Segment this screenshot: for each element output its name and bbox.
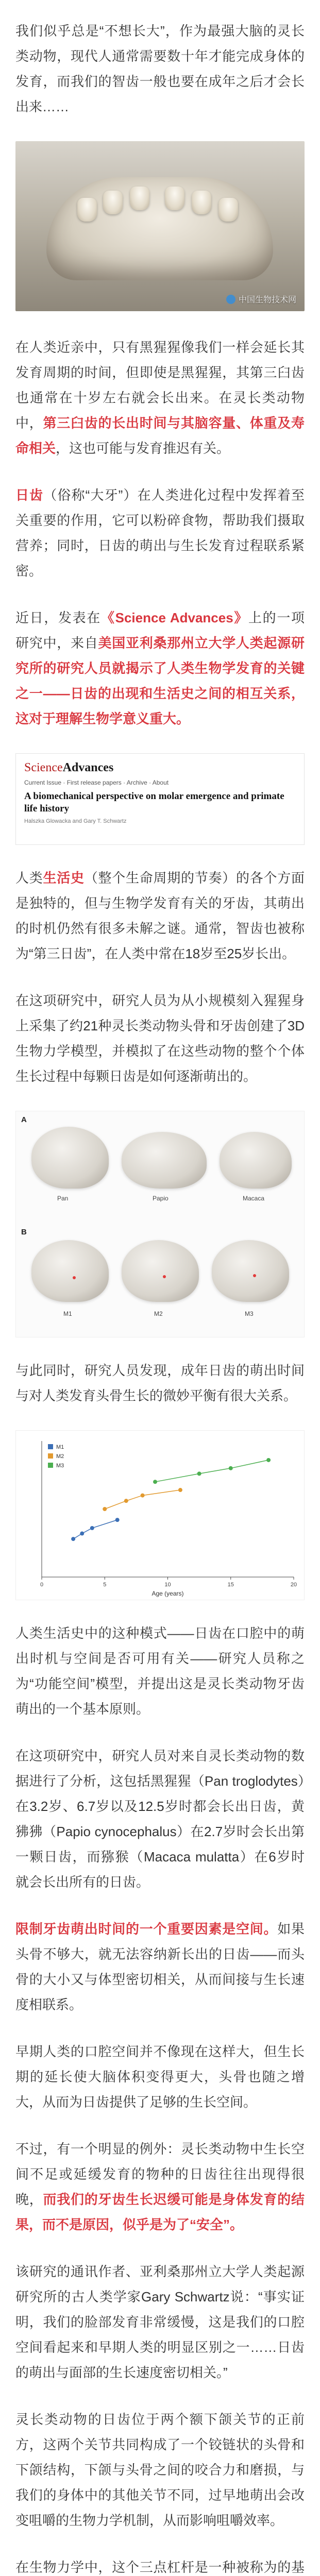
series-line-m2 [105,1490,180,1509]
paragraph-3-keyword: 日齿 [15,487,44,503]
science-advances-header-image [15,753,305,845]
data-point-m2 [124,1499,128,1503]
paragraph-12-text: 不过，有一个明显的例外：灵长类动物中生长空间不足或延缓发育的物种的日齿往往出现得很晚， [15,2141,305,2207]
stage-label-m2: M2 [154,1310,163,1317]
skull-macaca [220,1132,292,1189]
legend-swatch-m1 [48,1444,53,1449]
molar-tooth [165,187,184,210]
x-axis-label: Age (years) [151,1590,184,1597]
paragraph-2-text-b: ，这也可能与发育推迟有关。 [56,440,230,456]
skull-papio [122,1132,207,1189]
chart-marks [48,1444,271,1541]
paragraph-9: 在这项研究中，研究人员对来自灵长类动物的数据进行了分析，这包括黑猩猩（Pan troglodytes）在3.2岁、6.7岁以及12.5岁时都会长出日齿，黄狒狒（Papio cynocephalus）在2.7岁时会长出第一颗日齿，而猕猴（Macaca mulatta）在6岁时就会长出所有的日齿。 [15,1748,305,1890]
data-point-m3 [153,1480,157,1484]
molar-marker [253,1274,256,1277]
science-advances-logo [24,761,296,775]
paragraph-4-text-b: 上的一项研究中，来自 [15,610,305,651]
paragraph-4-highlight: 美国亚利桑那州立大学人类起源研究所的研究人员就揭示了人类生物学发育的关键之一——日齿的出现和生活史之间的相互关系，这对于理解生物学意义重大。 [15,635,305,726]
data-point-m3 [229,1466,233,1470]
paragraph-10-text: 如果头骨不够大，就无法容纳新长出的日齿——而头骨的大小又与体型密切相关，从而间接与生长速度相联系。 [15,1921,305,2012]
molar-marker [163,1275,166,1278]
paragraph-3 [15,483,305,584]
paragraph-10 [15,1917,305,2018]
data-point-m1 [71,1537,75,1541]
molar-tooth [77,198,97,222]
skull-pan [31,1127,109,1189]
data-point-m3 [197,1471,201,1476]
logo-part-a: Science [24,761,63,774]
chart-svg [16,1431,304,1600]
skull-stage-3 [212,1240,289,1302]
paragraph-2-highlight: 第三臼齿的长出时间与其脑容量、体重及寿命相关 [15,415,305,456]
x-tick-label: 5 [103,1582,107,1588]
series-line-m1 [73,1520,117,1539]
data-point-m1 [80,1532,84,1536]
paragraph-4 [15,605,305,732]
data-point-m2 [178,1488,182,1492]
paragraph-13: 该研究的通讯作者、亚利桑那州立大学人类起源研究所的古人类学家Gary Schwartz说：“事实证明，我们的脸部发育非常缓慢，这是我们的口腔空间看起来和早期人类的明显区别之一……日齿的萌出与面部的生长速度密切相关。” [15,2264,305,2380]
paragraph-5-keyword: 生活史 [43,870,85,886]
paragraph-12 [15,2137,305,2238]
paragraph-5 [15,866,305,967]
paragraph-11: 早期人类的口腔空间并不像现在这样大，但生长期的延长使大脑体积变得更大，头骨也随之增大，从而为日齿提供了足够的生长空间。 [15,2044,305,2110]
paragraph-7: 与此同时，研究人员发现，成年日齿的萌出时间与对人类发育头骨生长的微妙平衡有很大关系。 [15,1363,305,1403]
data-point-m1 [115,1518,120,1522]
skull-label-papio: Papio [153,1195,169,1202]
molar-tooth [192,191,211,214]
paper-authors: Halszka Glowacka and Gary T. Schwartz [24,818,127,824]
data-point-m3 [266,1458,271,1462]
legend-label-m3: M3 [56,1463,64,1469]
x-tick-label: 10 [164,1582,171,1588]
molar-emergence-scatter-chart [15,1430,305,1600]
data-point-m2 [103,1507,107,1511]
paragraph-6: 在这项研究中，研究人员为从小规模刻入猩猩身上采集了约21种灵长类动物头骨和牙齿创建了3D生物力学模型，并模拟了在这些动物的整个个体生长过程中每颗日齿是如何逐渐萌出的。 [15,993,305,1084]
paragraph-12-highlight: 而我们的牙齿生长迟缓可能是身体发育的结果，而不是原因，似乎是为了“安全”。 [15,2192,305,2232]
paragraph-2 [15,335,305,461]
paragraph-10-highlight: 限制牙齿萌出时间的一个重要因素是空间。 [15,1921,278,1937]
paragraph-intro: 我们似乎总是“不想长大”，作为最强大脑的灵长类动物，现代人通常需要数十年才能完成身体的发育，而我们的智齿一般也要在成年之后才会长出来…… [15,23,305,114]
journal-nav-text: Current Issue · First release papers · Archive · About [24,779,169,786]
chart-axes [40,1441,297,1597]
data-point-m1 [90,1526,94,1530]
legend-swatch-m3 [48,1463,53,1468]
x-tick-label: 0 [40,1582,44,1588]
stage-label-m3: M3 [245,1310,254,1317]
molar-tooth [130,187,149,210]
journal-name: 《Science Advances》 [100,610,248,625]
image-watermark [226,293,296,305]
watermark-text: 中国生物技术网 [238,296,296,304]
x-tick-label: 15 [227,1582,234,1588]
paragraph-4-text-a: 近日，发表在 [15,610,101,625]
paragraph-2-text-a: 在人类近亲中，只有黑猩猩像我们一样会延长其发育周期的时间，但即使是黑猩猩，其第三臼齿也通常在十岁左右就会长出来。在灵长类动物中， [15,340,305,431]
molar-marker [73,1276,76,1279]
skull-label-pan: Pan [57,1195,69,1202]
molar-tooth [103,191,123,214]
paragraph-5-text-a: 人类 [15,870,43,886]
skull-comparison-figure [15,1111,305,1337]
paragraph-5-text-b: （整个生命周期的节奏）的各个方面是独特的，但与生物学发育有关的牙齿，其萌出的时机仍然有很多未解之谜。通常，智齿也被称为“第三日齿”，在人类中常在18岁至25岁长出。 [15,870,305,961]
fossil-teeth-image [15,141,305,311]
paragraph-15: 在生物力学中，这个三点杠杆是一种被称为的基 [15,2560,305,2575]
panel-a-label: A [21,1115,27,1124]
skull-stage-1 [31,1240,109,1302]
legend-label-m1: M1 [56,1444,64,1450]
series-line-m3 [155,1460,268,1482]
panel-b-label: B [21,1228,27,1236]
data-point-m2 [141,1494,145,1498]
fossil-jaw-shape [46,177,273,280]
x-tick-label: 20 [290,1582,297,1588]
stage-label-m1: M1 [63,1310,72,1317]
watermark-logo-icon [226,295,235,304]
skull-stage-2 [122,1240,199,1302]
molar-tooth [218,198,238,222]
paragraph-8: 人类生活史中的这种模式——日齿在口腔中的萌出时机与空间是否可用有关——研究人员称之为“功能空间”模型，并提出这是灵长类动物牙齿萌出的一个基本原则。 [15,1625,305,1717]
paragraph-14: 灵长类动物的日齿位于两个额下颌关节的正前方，这两个关节共同构成了一个铰链状的头骨和下颌结构，下颌与头骨之间的咬合力和磨损，与我们的身体中的其他关节不同，过早地萌出会改变咀嚼的生物力学机制，从而影响咀嚼效率。 [15,2412,305,2528]
logo-part-b: Advances [62,761,114,774]
skull-label-macaca: Macaca [243,1195,265,1202]
paragraph-3-text: （俗称“大牙”）在人类进化过程中发挥着至关重要的作用，它可以粉碎食物，帮助我们摄取营养；同时，日齿的萌出与生长发育过程联系紧密。 [15,487,305,579]
legend-label-m2: M2 [56,1453,64,1460]
legend-swatch-m2 [48,1453,53,1459]
paper-title: A biomechanical perspective on molar emergence and primate life history [24,791,284,814]
